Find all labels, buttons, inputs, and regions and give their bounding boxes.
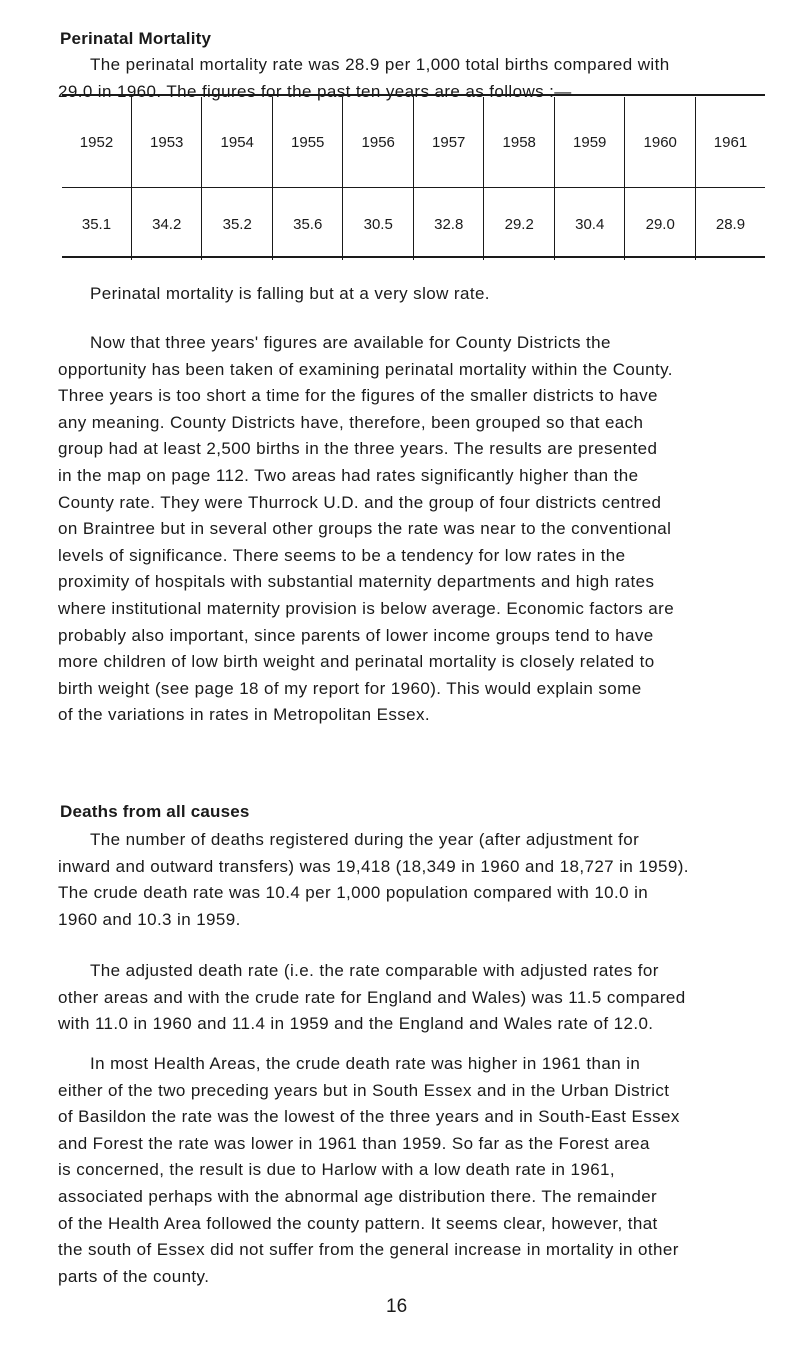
rate-cell: 29.2 bbox=[484, 188, 555, 261]
year-cell: 1960 bbox=[625, 97, 696, 188]
year-cell: 1961 bbox=[695, 97, 765, 188]
text-line: of Basildon the rate was the lowest of the three years and in South-East Essex bbox=[58, 1107, 680, 1127]
text-line: associated perhaps with the abnormal age distribution there. The remainder bbox=[58, 1186, 658, 1206]
perinatal-falling-paragraph bbox=[58, 281, 798, 308]
rate-cell: 29.0 bbox=[625, 188, 696, 261]
text-line: inward and outward transfers) was 19,418 (18,349 in 1960 and 18,727 in 1959). bbox=[58, 856, 689, 876]
rate-cell: 35.6 bbox=[272, 188, 343, 261]
rate-cell: 35.1 bbox=[81, 215, 112, 233]
deaths-heading: Deaths from all causes bbox=[60, 802, 250, 821]
rate-cell: 35.2 bbox=[202, 188, 273, 261]
text-line: group had at least 2,500 births in the three years. The results are presented bbox=[58, 439, 658, 459]
text-line: levels of significance. There seems to be a tendency for low rates in the bbox=[58, 545, 626, 565]
perinatal-heading: Perinatal Mortality bbox=[60, 29, 212, 48]
perinatal-districts-paragraph bbox=[58, 330, 798, 729]
text-line: proximity of hospitals with substantial maternity departments and high rates bbox=[58, 572, 655, 592]
text-line: in the map on page 112. Two areas had rates significantly higher than the bbox=[58, 465, 639, 485]
table-bottom-rule bbox=[62, 256, 765, 258]
text-line: and Forest the rate was lower in 1961 than 1959. So far as the Forest area bbox=[58, 1133, 650, 1153]
text-line: other areas and with the crude rate for England and Wales) was 11.5 compared bbox=[58, 987, 686, 1007]
deaths-paragraph-3 bbox=[58, 1051, 798, 1290]
table-row-rates bbox=[62, 188, 765, 261]
text-line: probably also important, since parents of lower income groups tend to have bbox=[58, 625, 654, 645]
text-line: parts of the county. bbox=[58, 1266, 210, 1286]
perinatal-rates-table bbox=[62, 97, 765, 260]
text-line: opportunity has been taken of examining perinatal mortality within the County. bbox=[58, 359, 673, 379]
page-number: 16 bbox=[386, 1296, 408, 1317]
year-cell: 1954 bbox=[202, 97, 273, 188]
text-line: on Braintree but in several other groups the rate was near to the conventional bbox=[58, 519, 672, 539]
text-line: The adjusted death rate (i.e. the rate comparable with adjusted rates for bbox=[90, 961, 659, 980]
text-line: 29.0 in 1960. The figures for the past ten years are as follows :— bbox=[58, 81, 572, 101]
text-line: The perinatal mortality rate was 28.9 per 1,000 total births compared with bbox=[90, 55, 670, 74]
text-line: Perinatal mortality is falling but at a very slow rate. bbox=[90, 284, 490, 303]
text-line: 1960 and 10.3 in 1959. bbox=[58, 909, 241, 929]
rate-cell: 30.4 bbox=[554, 188, 625, 261]
text-line: The number of deaths registered during the year (after adjustment for bbox=[90, 830, 640, 849]
year-cell: 1955 bbox=[272, 97, 343, 188]
year-cell: 1956 bbox=[343, 97, 414, 188]
rate-cell: 30.5 bbox=[343, 188, 414, 261]
table-row-years bbox=[62, 97, 765, 188]
text-line: Now that three years' figures are available for County Districts the bbox=[90, 333, 611, 352]
text-line: where institutional maternity provision is below average. Economic factors are bbox=[58, 598, 675, 618]
year-cell: 1958 bbox=[484, 97, 555, 188]
rate-cell: 28.9 bbox=[695, 188, 765, 261]
text-line: more children of low birth weight and perinatal mortality is closely related to bbox=[58, 652, 655, 672]
text-line: either of the two preceding years but in South Essex and in the Urban District bbox=[58, 1080, 670, 1100]
deaths-paragraph-1 bbox=[58, 827, 798, 933]
text-line: County rate. They were Thurrock U.D. and the group of four districts centred bbox=[58, 492, 662, 512]
text-line: The crude death rate was 10.4 per 1,000 population compared with 10.0 in bbox=[58, 883, 649, 903]
table-top-rule bbox=[62, 94, 765, 96]
text-line: with 11.0 in 1960 and 11.4 in 1959 and the England and Wales rate of 12.0. bbox=[58, 1014, 654, 1034]
text-line: of the Health Area followed the county pattern. It seems clear, however, that bbox=[58, 1213, 658, 1233]
year-cell: 1959 bbox=[554, 97, 625, 188]
text-line: the south of Essex did not suffer from the general increase in mortality in other bbox=[58, 1240, 679, 1260]
year-cell: 1957 bbox=[413, 97, 484, 188]
year-cell: 1952 bbox=[62, 97, 131, 188]
text-line: any meaning. County Districts have, therefore, been grouped so that each bbox=[58, 412, 644, 432]
text-line: In most Health Areas, the crude death rate was higher in 1961 than in bbox=[90, 1054, 641, 1073]
text-line: is concerned, the result is due to Harlow with a low death rate in 1961, bbox=[58, 1160, 616, 1180]
year-cell: 1953 bbox=[131, 97, 202, 188]
deaths-paragraph-2 bbox=[58, 958, 798, 1038]
rate-cell: 34.2 bbox=[131, 188, 202, 261]
text-line: Three years is too short a time for the figures of the smaller districts to have bbox=[58, 386, 658, 406]
text-line: birth weight (see page 18 of my report for 1960). This would explain some bbox=[58, 678, 642, 698]
rate-cell: 32.8 bbox=[413, 188, 484, 261]
text-line: of the variations in rates in Metropolitan Essex. bbox=[58, 705, 431, 725]
